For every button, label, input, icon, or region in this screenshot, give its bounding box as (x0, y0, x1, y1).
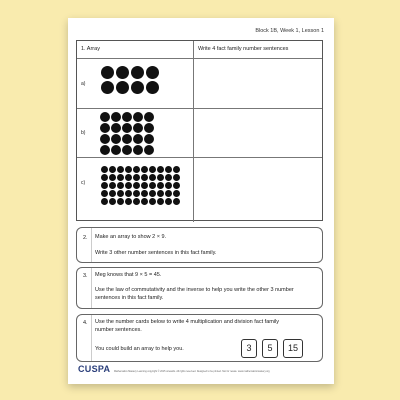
array-dot (144, 134, 154, 144)
array-table (76, 40, 323, 221)
array-dot (116, 81, 129, 94)
array-dot (109, 174, 116, 181)
question-4-box (76, 314, 323, 362)
question-3-line-1: Meg knows that 9 × 5 = 45. (95, 272, 162, 278)
answer-cell-a[interactable] (194, 59, 322, 108)
array-dot (125, 198, 132, 205)
array-dot (117, 182, 124, 189)
question-4-line-2: You could build an array to help you. (95, 346, 184, 352)
array-dot (101, 81, 114, 94)
array-dot (117, 198, 124, 205)
number-card: 15 (283, 339, 303, 358)
question-4-line-1: Use the number cards below to write 4 multiplication and division fact family number sentences. (95, 319, 280, 333)
array-dot (111, 134, 121, 144)
array-dot (173, 174, 180, 181)
array-dot (133, 134, 143, 144)
array-dot (141, 166, 148, 173)
array-dot (165, 174, 172, 181)
array-dot (144, 123, 154, 133)
array-dot (157, 198, 164, 205)
array-dot (165, 198, 172, 205)
array-dot (100, 134, 110, 144)
copyright-notice: Mathematics Mastery Learning copyright © 2015 onwards. All rights reserved. Designed to be printed. Not for resale. www.mathematicsmastery.org (114, 369, 270, 373)
table-header-row (77, 41, 322, 59)
question-2-line-1: Make an array to show 2 × 9. (95, 234, 167, 240)
array-dot (141, 198, 148, 205)
sentences-column-title: Write 4 fact family number sentences (198, 46, 289, 52)
array-dot (149, 174, 156, 181)
array-dot (125, 174, 132, 181)
table-row-a (77, 59, 322, 109)
table-row-c (77, 158, 322, 222)
question-number: 2. (83, 235, 88, 241)
array-dot (111, 123, 121, 133)
array-dot (146, 81, 159, 94)
array-dot (109, 166, 116, 173)
worksheet-page (68, 18, 334, 384)
array-dot (116, 66, 129, 79)
table-row-b (77, 109, 322, 158)
question-2-line-2: Write 3 other number sentences in this fact family. (95, 250, 217, 256)
array-dot (111, 112, 121, 122)
array-dot (165, 166, 172, 173)
array-dot (133, 112, 143, 122)
answer-cell-b[interactable] (194, 109, 322, 157)
array-dot (144, 145, 154, 155)
question-number: 4. (83, 320, 88, 326)
array-dot (125, 182, 132, 189)
number-card: 3 (241, 339, 257, 358)
array-dot (173, 166, 180, 173)
array-dot (101, 166, 108, 173)
array-dot (133, 198, 140, 205)
array-dot (149, 190, 156, 197)
array-dot (117, 190, 124, 197)
array-dot (133, 190, 140, 197)
array-dot (125, 190, 132, 197)
array-column-title: 1. Array (81, 46, 100, 52)
array-dot (101, 66, 114, 79)
array-dot (101, 190, 108, 197)
array-dot (173, 190, 180, 197)
array-dot (133, 182, 140, 189)
array-dot (173, 198, 180, 205)
array-dot (165, 182, 172, 189)
array-dot (122, 123, 132, 133)
array-dot (111, 145, 121, 155)
array-dot (117, 166, 124, 173)
question-3-box (76, 267, 323, 309)
row-label: b) (81, 130, 86, 136)
number-card: 5 (262, 339, 278, 358)
array-dot (122, 145, 132, 155)
array-dot (109, 182, 116, 189)
array-dot (133, 145, 143, 155)
question-number: 3. (83, 273, 88, 279)
row-label: c) (81, 180, 86, 186)
array-dot (157, 174, 164, 181)
array-dot (100, 145, 110, 155)
array-dot (173, 182, 180, 189)
array-dot (117, 174, 124, 181)
array-dot (133, 174, 140, 181)
array-dot (157, 190, 164, 197)
array-dot (101, 182, 108, 189)
question-3-line-2: Use the law of commutativity and the inverse to help you write the other 3 number sentences in this fact family. (95, 287, 294, 301)
answer-cell-c[interactable] (194, 158, 322, 222)
array-dot (146, 66, 159, 79)
array-dot (141, 182, 148, 189)
array-dot (149, 182, 156, 189)
array-dot (122, 134, 132, 144)
array-dot (125, 166, 132, 173)
array-dot (149, 198, 156, 205)
array-dot (141, 174, 148, 181)
array-dot (149, 166, 156, 173)
array-dot (122, 112, 132, 122)
array-dot (131, 66, 144, 79)
array-dot (109, 198, 116, 205)
array-dot (133, 123, 143, 133)
array-dot (101, 174, 108, 181)
question-2-box (76, 227, 323, 263)
array-dot (133, 166, 140, 173)
array-dot (109, 190, 116, 197)
row-label: a) (81, 81, 86, 87)
cuspa-logo: CUSPA (78, 364, 111, 374)
array-dot (144, 112, 154, 122)
array-dot (100, 123, 110, 133)
array-dot (157, 166, 164, 173)
array-dot (101, 198, 108, 205)
array-dot (131, 81, 144, 94)
array-dot (141, 190, 148, 197)
array-dot (157, 182, 164, 189)
array-dot (165, 190, 172, 197)
array-dot (100, 112, 110, 122)
lesson-reference: Block 1B, Week 1, Lesson 1 (255, 28, 324, 34)
